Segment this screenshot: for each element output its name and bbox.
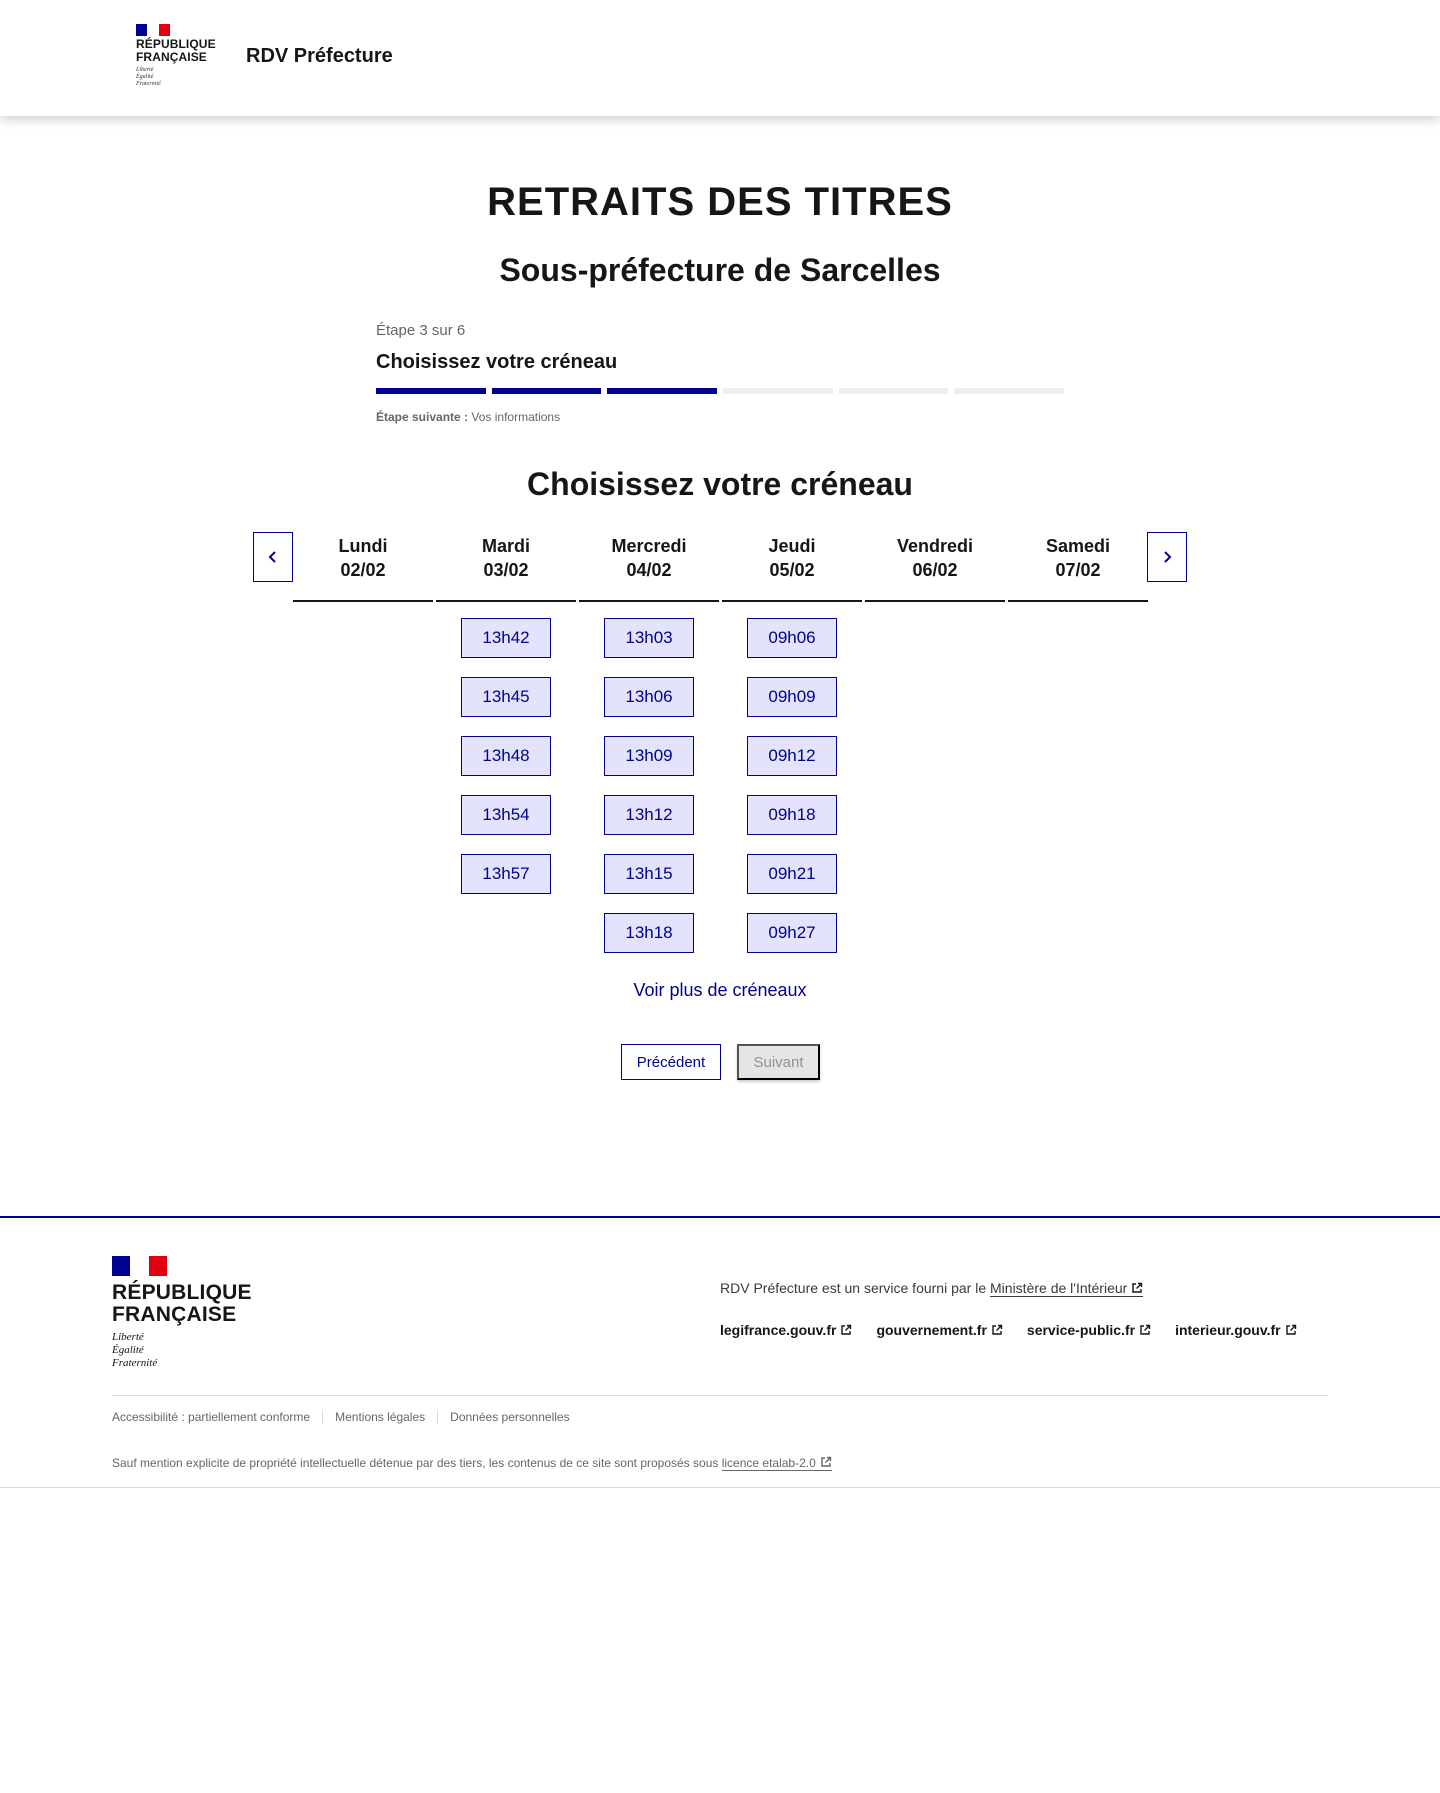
day-column	[1008, 532, 1148, 953]
footer-description-text: RDV Préfecture est un service fourni par le	[720, 1280, 987, 1296]
day-header	[293, 532, 433, 602]
footer-license-text: Sauf mention explicite de propriété intellectuelle détenue par des tiers, les contenus de ce site sont proposés sous	[112, 1456, 719, 1470]
footer-logo-republic-line1: RÉPUBLIQUE	[112, 1281, 252, 1304]
day-name: Mercredi	[611, 536, 687, 556]
logo-republic-line2: FRANÇAISE	[136, 50, 207, 64]
day-date: 07/02	[1055, 560, 1101, 580]
site-footer	[0, 1216, 1440, 1488]
license-link-label: licence etalab-2.0	[721, 1456, 816, 1470]
day-name: Lundi	[338, 536, 388, 556]
time-slot-button[interactable]: 13h57	[461, 854, 551, 894]
external-link-icon	[1131, 1282, 1143, 1294]
day-header	[1008, 532, 1148, 602]
footer-license	[112, 1456, 832, 1470]
day-column	[293, 532, 433, 953]
next-button-disabled: Suivant	[737, 1044, 820, 1080]
day-date: 06/02	[912, 560, 958, 580]
day-date: 04/02	[626, 560, 672, 580]
day-column	[722, 532, 862, 953]
chevron-right-icon	[1161, 551, 1173, 563]
footer-logo-motto-2: Égalité	[112, 1344, 144, 1356]
footer-logo-motto-3: Fraternité	[112, 1357, 158, 1369]
time-slot-button[interactable]: 09h06	[747, 618, 837, 658]
external-link-icon	[820, 1456, 832, 1468]
day-name: Jeudi	[768, 536, 816, 556]
footer-logo-motto-1: Liberté	[112, 1331, 144, 1343]
republique-francaise-logo[interactable]	[136, 24, 216, 88]
footer-logo-republic-line2: FRANÇAISE	[112, 1303, 237, 1326]
external-link-icon	[1285, 1324, 1297, 1336]
time-slot-button[interactable]: 13h15	[604, 854, 694, 894]
day-header	[436, 532, 576, 602]
footer-external-link-label: service-public.fr	[1026, 1322, 1136, 1338]
step-progress-bars	[376, 388, 1064, 394]
slots-section-title: Choisissez votre créneau	[527, 466, 913, 502]
stepper	[376, 322, 1064, 424]
footer-bottom-link[interactable]: Données personnelles	[437, 1410, 581, 1424]
day-date: 02/02	[340, 560, 386, 580]
next-week-button[interactable]	[1147, 532, 1187, 582]
footer-bottom-links	[112, 1410, 582, 1424]
external-link-icon	[840, 1324, 852, 1336]
time-slot-button[interactable]: 13h48	[461, 736, 551, 776]
previous-button[interactable]: Précédent	[621, 1044, 721, 1080]
time-slot-button[interactable]: 09h27	[747, 913, 837, 953]
more-slots	[0, 980, 1440, 1001]
footer-external-link-label: interieur.gouv.fr	[1175, 1322, 1281, 1338]
chevron-left-icon	[267, 551, 279, 563]
time-slot-button[interactable]: 13h06	[604, 677, 694, 717]
day-column	[436, 532, 576, 953]
footer-bottom-link[interactable]: Mentions légales	[322, 1410, 437, 1424]
time-slot-button[interactable]: 13h42	[461, 618, 551, 658]
slot-list	[747, 618, 837, 953]
logo-motto-1: Liberté	[136, 67, 154, 73]
time-slot-button[interactable]: 09h18	[747, 795, 837, 835]
logo-motto-2: Égalité	[136, 74, 154, 80]
footer-external-link[interactable]	[1027, 1322, 1151, 1338]
ministry-link[interactable]	[990, 1280, 1143, 1297]
footer-external-link[interactable]	[1175, 1322, 1297, 1338]
step-progress-bar	[492, 388, 602, 394]
slot-list	[461, 618, 551, 894]
step-current-title: Choisissez votre créneau	[376, 351, 618, 373]
external-link-icon	[1139, 1324, 1151, 1336]
footer-external-link[interactable]	[876, 1322, 1002, 1338]
footer-logo-republic-name	[112, 1282, 252, 1326]
page-title: RETRAITS DES TITRES	[487, 180, 953, 224]
day-column	[865, 532, 1005, 953]
more-slots-link[interactable]: Voir plus de créneaux	[633, 980, 807, 1000]
time-slot-button[interactable]: 13h03	[604, 618, 694, 658]
day-header	[722, 532, 862, 602]
footer-external-link-label: legifrance.gouv.fr	[720, 1322, 837, 1338]
footer-bottom-link[interactable]: Accessibilité : partiellement conforme	[112, 1410, 311, 1424]
french-flag-icon	[136, 24, 170, 36]
step-next	[376, 410, 1064, 424]
footer-external-link[interactable]	[720, 1322, 852, 1338]
page-subtitle: Sous-préfecture de Sarcelles	[499, 252, 941, 288]
day-date: 05/02	[769, 560, 815, 580]
footer-divider	[112, 1395, 1328, 1396]
footer-logo-motto	[112, 1331, 252, 1370]
time-slot-button[interactable]: 13h18	[604, 913, 694, 953]
time-slot-button[interactable]: 09h09	[747, 677, 837, 717]
time-slot-button[interactable]: 13h12	[604, 795, 694, 835]
time-slot-button[interactable]: 13h09	[604, 736, 694, 776]
day-date: 03/02	[483, 560, 529, 580]
step-progress-bar	[607, 388, 717, 394]
time-slot-button[interactable]: 13h45	[461, 677, 551, 717]
time-slot-button[interactable]: 13h54	[461, 795, 551, 835]
step-next-value: Vos informations	[471, 410, 561, 424]
footer-description	[720, 1280, 1143, 1296]
license-link[interactable]	[722, 1456, 832, 1471]
external-link-icon	[991, 1324, 1003, 1336]
step-progress-bar	[954, 388, 1064, 394]
logo-motto	[136, 67, 216, 88]
footer-republique-francaise-logo[interactable]	[112, 1256, 252, 1370]
day-header	[579, 532, 719, 602]
day-name: Vendredi	[896, 536, 974, 556]
time-slot-button[interactable]: 09h21	[747, 854, 837, 894]
day-column	[579, 532, 719, 953]
day-name: Mardi	[481, 536, 530, 556]
previous-week-button[interactable]	[253, 532, 293, 582]
step-next-label: Étape suivante :	[376, 410, 469, 424]
step-progress-bar	[376, 388, 486, 394]
slot-list	[604, 618, 694, 953]
day-header	[865, 532, 1005, 602]
ministry-link-label: Ministère de l'Intérieur	[990, 1280, 1128, 1296]
day-name: Samedi	[1045, 536, 1111, 556]
footer-external-link-label: gouvernement.fr	[876, 1322, 987, 1338]
site-header	[0, 0, 1440, 116]
step-progress-bar	[839, 388, 949, 394]
footer-external-links	[720, 1322, 1297, 1338]
step-count: Étape 3 sur 6	[376, 322, 466, 339]
footer-french-flag-icon	[112, 1256, 167, 1276]
time-slot-button[interactable]: 09h12	[747, 736, 837, 776]
logo-republic-line1: RÉPUBLIQUE	[136, 37, 216, 51]
logo-motto-3: Fraternité	[136, 81, 161, 87]
logo-republic-name	[136, 38, 216, 64]
day-columns	[293, 532, 1147, 953]
service-name-link[interactable]: RDV Préfecture	[246, 45, 393, 67]
step-progress-bar	[723, 388, 833, 394]
